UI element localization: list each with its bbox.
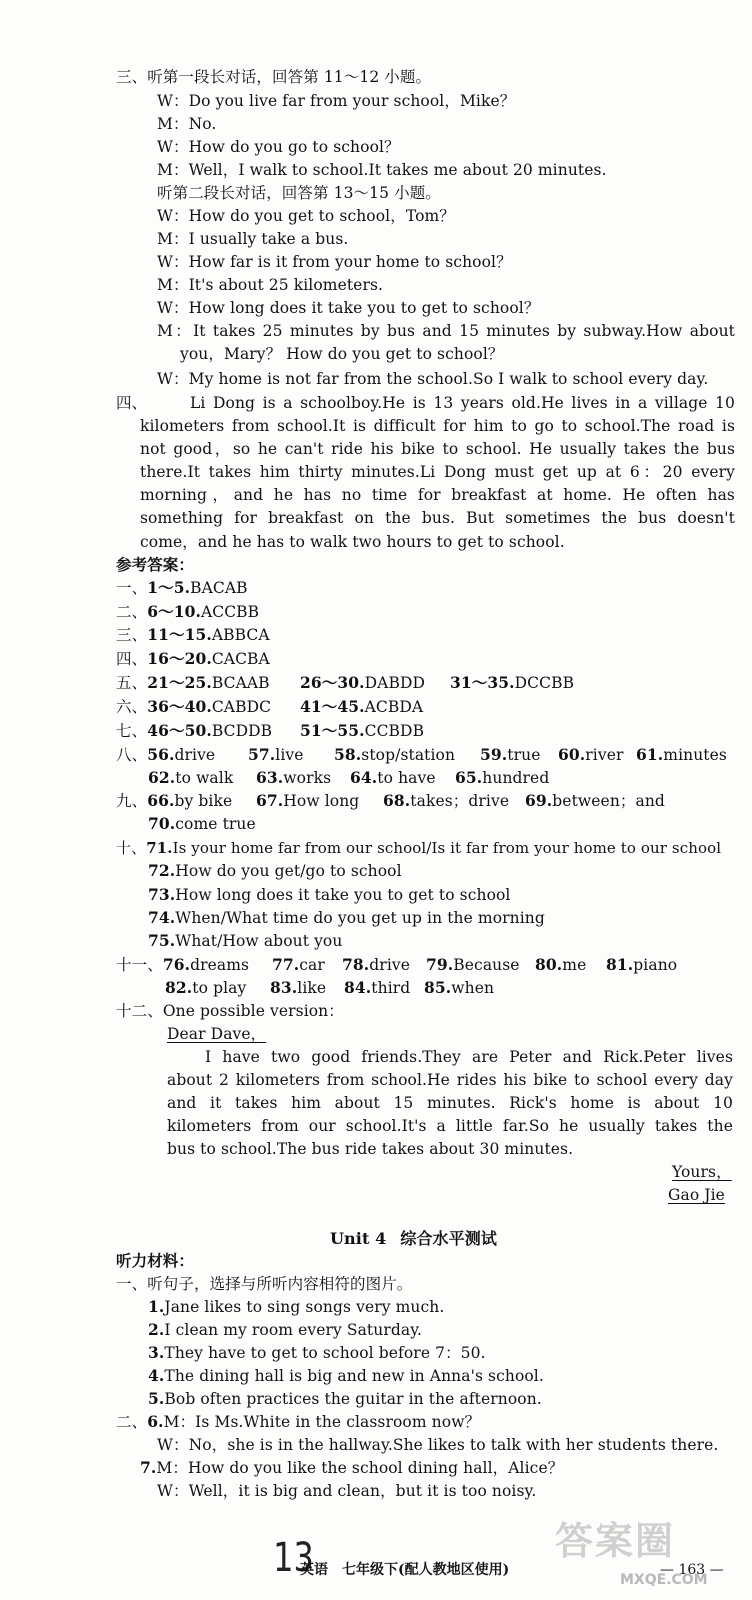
answer-item: 57.live bbox=[248, 745, 304, 764]
answer-item: 64.to have bbox=[350, 768, 436, 787]
answer-item: 63.works bbox=[256, 768, 332, 787]
answer-row: 十、71.Is your home far from our school/Is it far from your home to our school bbox=[116, 839, 722, 857]
passage-line: kilometers from school.It is difficult for him to go to school.The road is bbox=[140, 417, 735, 435]
answer-row: 五、21～25.BCAAB bbox=[116, 673, 270, 692]
dialogue-line: W：Do you live far from your school，Mike？ bbox=[157, 92, 516, 110]
listening-label: 听力材料： bbox=[116, 1251, 195, 1270]
dialogue-line: M：It's about 25 kilometers. bbox=[157, 276, 384, 294]
passage-line: there.It takes him thirty minutes.Li Dong must get up at 6：20 every bbox=[140, 463, 735, 481]
answer-row: 九、66.by bike bbox=[116, 791, 233, 810]
answer-row: 31～35.DCCBB bbox=[450, 673, 575, 692]
answer-item: 81.piano bbox=[606, 955, 678, 974]
passage-line: morning，and he has no time for breakfast at home. He often has bbox=[140, 486, 735, 504]
answer-row: 十一、76.dreams bbox=[116, 955, 250, 974]
dialogue-line: W：No，she is in the hallway.She likes to talk with her students there. bbox=[157, 1436, 719, 1454]
sentence-item: 1.Jane likes to sing songs very much. bbox=[148, 1297, 445, 1316]
answer-item: 61.minutes bbox=[636, 745, 727, 764]
letter-closing: Yours， bbox=[672, 1163, 732, 1181]
answer-item: 82.to play bbox=[165, 978, 247, 997]
answer-item: 79.Because bbox=[426, 955, 520, 974]
dialogue-line: M：No. bbox=[157, 115, 217, 133]
answer-item: 85.when bbox=[424, 978, 495, 997]
watermark-url: MXQE.COM bbox=[620, 1572, 708, 1588]
answer-item: 68.takes；drive bbox=[383, 791, 510, 810]
answer-item: 67.How long bbox=[256, 791, 360, 810]
answer-item: 60.river bbox=[558, 745, 624, 764]
answer-row: 八、56.drive bbox=[116, 745, 216, 764]
letter-line: kilometers from our school.It's a little far.So he usually takes the bbox=[167, 1117, 733, 1135]
passage-line: not good，so he can't ride his bike to school. He usually takes the bus bbox=[140, 440, 735, 458]
passage-line: come，and he has to walk two hours to get to school. bbox=[140, 533, 565, 551]
answer-row: 七、46～50.BCDDB bbox=[116, 721, 273, 740]
part2-item: 7.M：How do you like the school dining hall，Alice？ bbox=[140, 1458, 564, 1477]
part1-heading: 一、听句子，选择与所听内容相符的图片。 bbox=[116, 1275, 413, 1293]
dialogue-subheading: 听第二段长对话，回答第 13～15 小题。 bbox=[157, 184, 441, 202]
sentence-item: 4.The dining hall is big and new in Anna's school. bbox=[148, 1366, 544, 1385]
passage-line: Li Dong is a schoolboy.He is 13 years old.He lives in a village 10 bbox=[190, 394, 735, 412]
sentence-item: 2.I clean my room every Saturday. bbox=[148, 1320, 423, 1339]
answer-item: 62.to walk bbox=[148, 768, 234, 787]
watermark-logo: 答案圈 bbox=[555, 1519, 676, 1563]
dialogue-line: W：My home is not far from the school.So I walk to school every day. bbox=[157, 370, 709, 388]
answer-item: 84.third bbox=[344, 978, 411, 997]
answer-item: 59.true bbox=[480, 745, 541, 764]
answer-row: 十二、One possible version： bbox=[116, 1002, 344, 1020]
answer-item: 65.hundred bbox=[455, 768, 550, 787]
answers-heading: 参考答案： bbox=[116, 555, 195, 574]
letter-salutation: Dear Dave， bbox=[167, 1025, 267, 1043]
part2-item: 二、6.M：Is Ms.White in the classroom now？ bbox=[116, 1412, 481, 1431]
dialogue-line: W：How do you go to school？ bbox=[157, 138, 400, 156]
answer-item: 83.like bbox=[270, 978, 327, 997]
section4-label: 四、 bbox=[116, 394, 148, 412]
dialogue-line: W：Well，it is big and clean，but it is too noisy. bbox=[157, 1482, 537, 1500]
dialogue-line: M：Well，I walk to school.It takes me about 20 minutes. bbox=[157, 161, 607, 179]
sentence-item: 3.They have to get to school before 7：50. bbox=[148, 1343, 486, 1362]
dialogue-line: W：How do you get to school，Tom？ bbox=[157, 207, 455, 225]
answer-item: 75.What/How about you bbox=[148, 931, 343, 950]
answer-row: 一、1～5.BACAB bbox=[116, 578, 248, 597]
answer-row: 四、16～20.CACBA bbox=[116, 649, 270, 668]
answer-row: 41～45.ACBDA bbox=[300, 697, 424, 716]
answer-item: 77.car bbox=[272, 955, 325, 974]
answer-item: 78.drive bbox=[342, 955, 410, 974]
section3-heading: 三、听第一段长对话，回答第 11～12 小题。 bbox=[116, 68, 432, 86]
dialogue-line: W：How far is it from your home to school？ bbox=[157, 253, 512, 271]
answer-item: 72.How do you get/go to school bbox=[148, 861, 402, 880]
answer-row: 六、36～40.CABDC bbox=[116, 697, 272, 716]
dialogue-line: you，Mary？ How do you get to school？ bbox=[180, 345, 504, 363]
letter-line: bus to school.The bus ride takes about 30 minutes. bbox=[167, 1140, 574, 1158]
letter-line: about 2 kilometers from school.He rides his bike to school every day bbox=[167, 1071, 733, 1089]
answer-row: 51～55.CCBDB bbox=[300, 721, 425, 740]
passage-line: something for breakfast on the bus. But sometimes the bus doesn't bbox=[140, 509, 735, 527]
answer-item: 73.How long does it take you to get to school bbox=[148, 885, 511, 904]
answer-item: 69.between；and bbox=[525, 791, 665, 810]
answer-item: 58.stop/station bbox=[334, 745, 456, 764]
letter-signature: Gao Jie bbox=[668, 1186, 725, 1204]
letter-line: and it takes him about 15 minutes. Rick's home is about 10 bbox=[167, 1094, 733, 1112]
answer-item: 80.me bbox=[535, 955, 587, 974]
sentence-item: 5.Bob often practices the guitar in the afternoon. bbox=[148, 1389, 542, 1408]
unit-title: Unit 4 综合水平测试 bbox=[330, 1229, 497, 1248]
dialogue-line: W：How long does it take you to get to school？ bbox=[157, 299, 540, 317]
answer-row: 26～30.DABDD bbox=[300, 673, 426, 692]
answer-row: 三、11～15.ABBCA bbox=[116, 625, 270, 644]
dialogue-line: M：I usually take a bus. bbox=[157, 230, 349, 248]
page-number: — 163 — bbox=[660, 1562, 724, 1578]
answer-item: 74.When/What time do you get up in the morning bbox=[148, 908, 545, 927]
answer-item: 70.come true bbox=[148, 814, 256, 833]
footer-subject: 英语 七年级下(配人教地区使用) bbox=[300, 1562, 510, 1578]
letter-line: I have two good friends.They are Peter and Rick.Peter lives bbox=[205, 1048, 733, 1066]
answer-row: 二、6～10.ACCBB bbox=[116, 602, 260, 621]
dialogue-line: M：It takes 25 minutes by bus and 15 minutes by subway.How about bbox=[157, 322, 735, 340]
handwritten-number: 13 bbox=[273, 1535, 314, 1581]
